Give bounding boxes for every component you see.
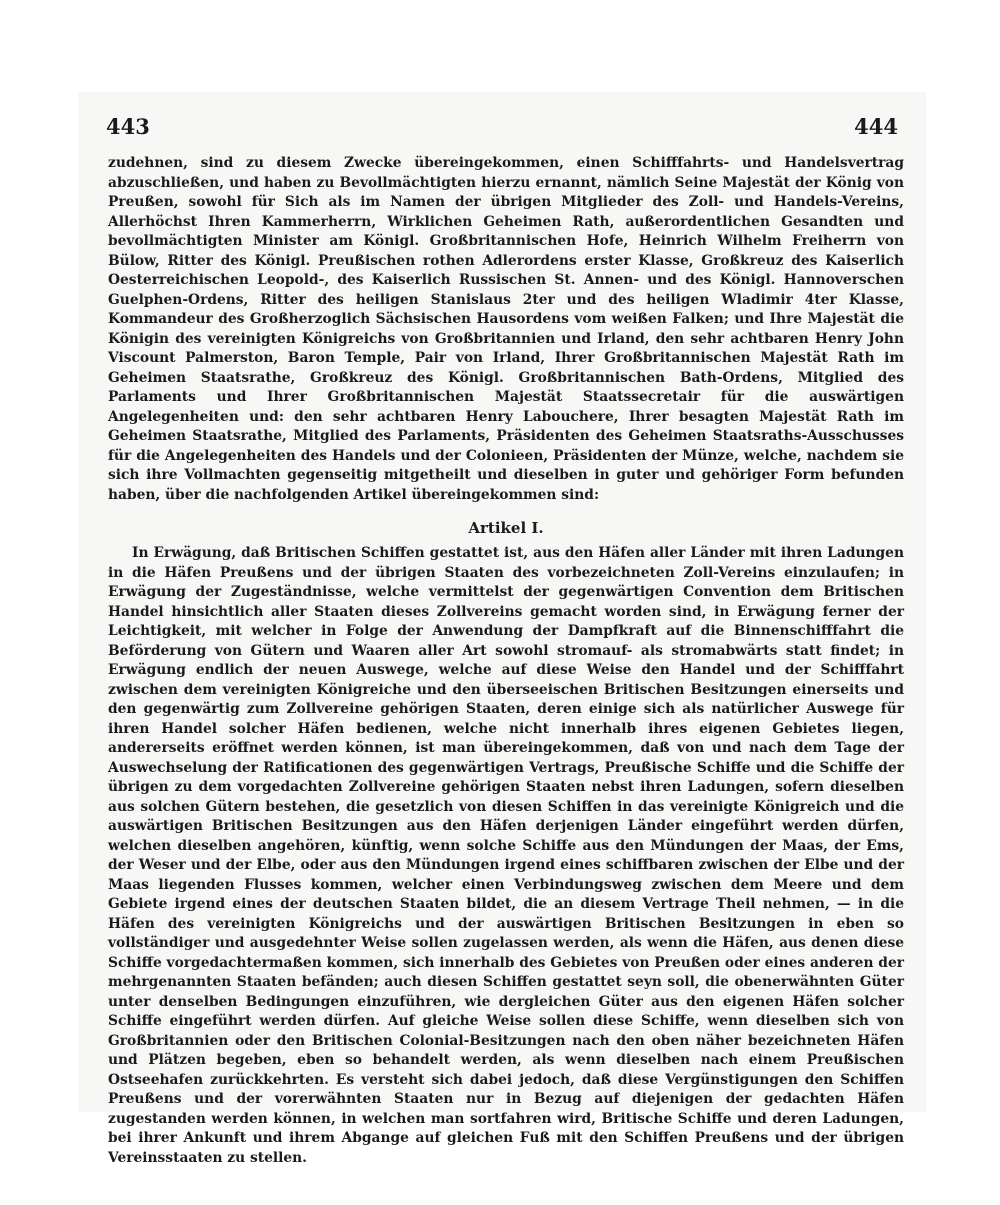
document-body: [108, 154, 904, 1168]
article-heading: Artikel I.: [468, 519, 544, 537]
article-1-paragraph: In Erwägung, daß Britischen Schiffen gestattet ist, aus den Häfen aller Länder mit ihren Ladungen in die Häfen Preußens und der übrigen Staaten des vorbezeichneten Zoll-Vereins einzulaufen; in Erwägung der Zugeständnisse, welche vermittelst der gegenwärtigen Convention dem Britischen Handel hinsichtlich aller Staaten dieses Zollvereins gemacht worden sind, in Erwägung ferner der Leichtigkeit, mit welcher in Folge der Anwendung der Dampfkraft auf die Binnenschifffahrt die Beförderung von Gütern und Waaren aller Art sowohl stromauf- als stromabwärts statt findet; in Erwägung endlich der neuen Auswege, welche auf diese Weise den Handel und der Schifffahrt zwischen dem vereinigten Königreiche und den überseeischen Britischen Besitzungen einerseits und den gegenwärtig zum Zollvereine gehörigen Staaten, deren einige sich als natürlicher Auswege für ihren Handel solcher Häfen bedienen, welche nicht innerhalb ihres eigenen Gebietes liegen, andererseits eröffnet werden können, ist man übereingekommen, daß von und nach dem Tage der Auswechselung der Ratificationen des gegenwärtigen Vertrags, Preußische Schiffe und die Schiffe der übrigen zu dem vorgedachten Zollvereine gehörigen Staaten nebst ihren Ladungen, sofern dieselben aus solchen Gütern bestehen, die gesetzlich von diesen Schiffen in das vereinigte Königreich und die auswärtigen Britischen Besitzungen aus den Häfen derjenigen Länder eingeführt werden dürfen, welchen dieselben angehören, künftig, wenn solche Schiffe aus den Mündungen der Maas, der Ems, der Weser und der Elbe, oder aus den Mündungen irgend eines schiffbaren zwischen der Elbe und der Maas liegenden Flusses kommen, welcher einen Verbindungsweg zwischen dem Meere und dem Gebiete irgend eines der deutschen Staaten bildet, die an diesem Vertrage Theil nehmen, — in die Häfen des vereinigten Königreichs und der auswärtigen Britischen Besitzungen in eben so vollständiger und ausgedehnter Weise sollen zugelassen werden, als wenn die Häfen, aus denen diese Schiffe vorgedachtermaßen kommen, sich innerhalb des Gebietes von Preußen oder eines anderen der mehrgenannten Staaten befänden; auch diesen Schiffen gestattet seyn soll, die obenerwähnten Güter unter denselben Bedingungen einzuführen, wie dergleichen Güter aus den eigenen Häfen solcher Schiffe eingeführt werden dürfen. Auf gleiche Weise sollen diese Schiffe, wenn dieselben sich von Großbritannien oder den Britischen Colonial-Besitzungen nach den oben näher bezeichneten Häfen und Plätzen begeben, eben so behandelt werden, als wenn dieselben nach einem Preußischen Ostseehafen zurückkehrten. Es versteht sich dabei jedoch, daß diese Vergünstigungen den Schiffen Preußens und der vorerwähnten Staaten nur in Bezug auf diejenigen der gedachten Häfen zugestanden werden können, in welchen man sortfahren wird, Britische Schiffe und deren Ladungen, bei ihrer Ankunft und ihrem Abgange auf gleichen Fuß mit den Schiffen Preußens und der übrigen Vereinsstaaten zu stellen.: [108, 545, 904, 1166]
page-number-right: 444: [854, 114, 898, 139]
page-number-left: 443: [106, 114, 150, 139]
document-page: [78, 92, 926, 1166]
preamble-paragraph: zudehnen, sind zu diesem Zwecke übereingekommen, einen Schifffahrts- und Handelsvertrag abzuschließen, und haben zu Bevollmächtigten hierzu ernannt, nämlich Seine Majestät der König von Preußen, sowohl für Sich als im Namen der übrigen Mitglieder des Zoll- und Handels-Vereins, Allerhöchst Ihren Kammerherrn, Wirklichen Geheimen Rath, außerordentlichen Gesandten und bevollmächtigten Minister am Königl. Großbritannischen Hofe, Heinrich Wilhelm Freiherrn von Bülow, Ritter des Königl. Preußischen rothen Adlerordens erster Klasse, Großkreuz des Kaiserlich Oesterreichischen Leopold-, des Kaiserlich Russischen St. Annen- und des Königl. Hannoverschen Guelphen-Ordens, Ritter des heiligen Stanislaus 2ter und des heiligen Wladimir 4ter Klasse, Kommandeur des Großherzoglich Sächsischen Hausordens vom weißen Falken; und Ihre Majestät die Königin des vereinigten Königreichs von Großbritannien und Irland, den sehr achtbaren Henry John Viscount Palmerston, Baron Temple, Pair von Irland, Ihrer Großbritannischen Majestät Rath im Geheimen Staatsrathe, Großkreuz des Königl. Großbritannischen Bath-Ordens, Mitglied des Parlaments und Ihrer Großbritannischen Majestät Staatssecretair für die auswärtigen Angelegenheiten und: den sehr achtbaren Henry Labouchere, Ihrer besagten Majestät Rath im Geheimen Staatsrathe, Mitglied des Parlaments, Präsidenten des Geheimen Staatsraths-Ausschusses für die Angelegenheiten des Handels und der Colonieen, Präsidenten der Münze, welche, nachdem sie sich ihre Vollmachten gegenseitig mitgetheilt und dieselben in guter und gehöriger Form befunden haben, über die nachfolgenden Artikel übereingekommen sind:: [108, 155, 904, 503]
page-header: [106, 114, 898, 144]
